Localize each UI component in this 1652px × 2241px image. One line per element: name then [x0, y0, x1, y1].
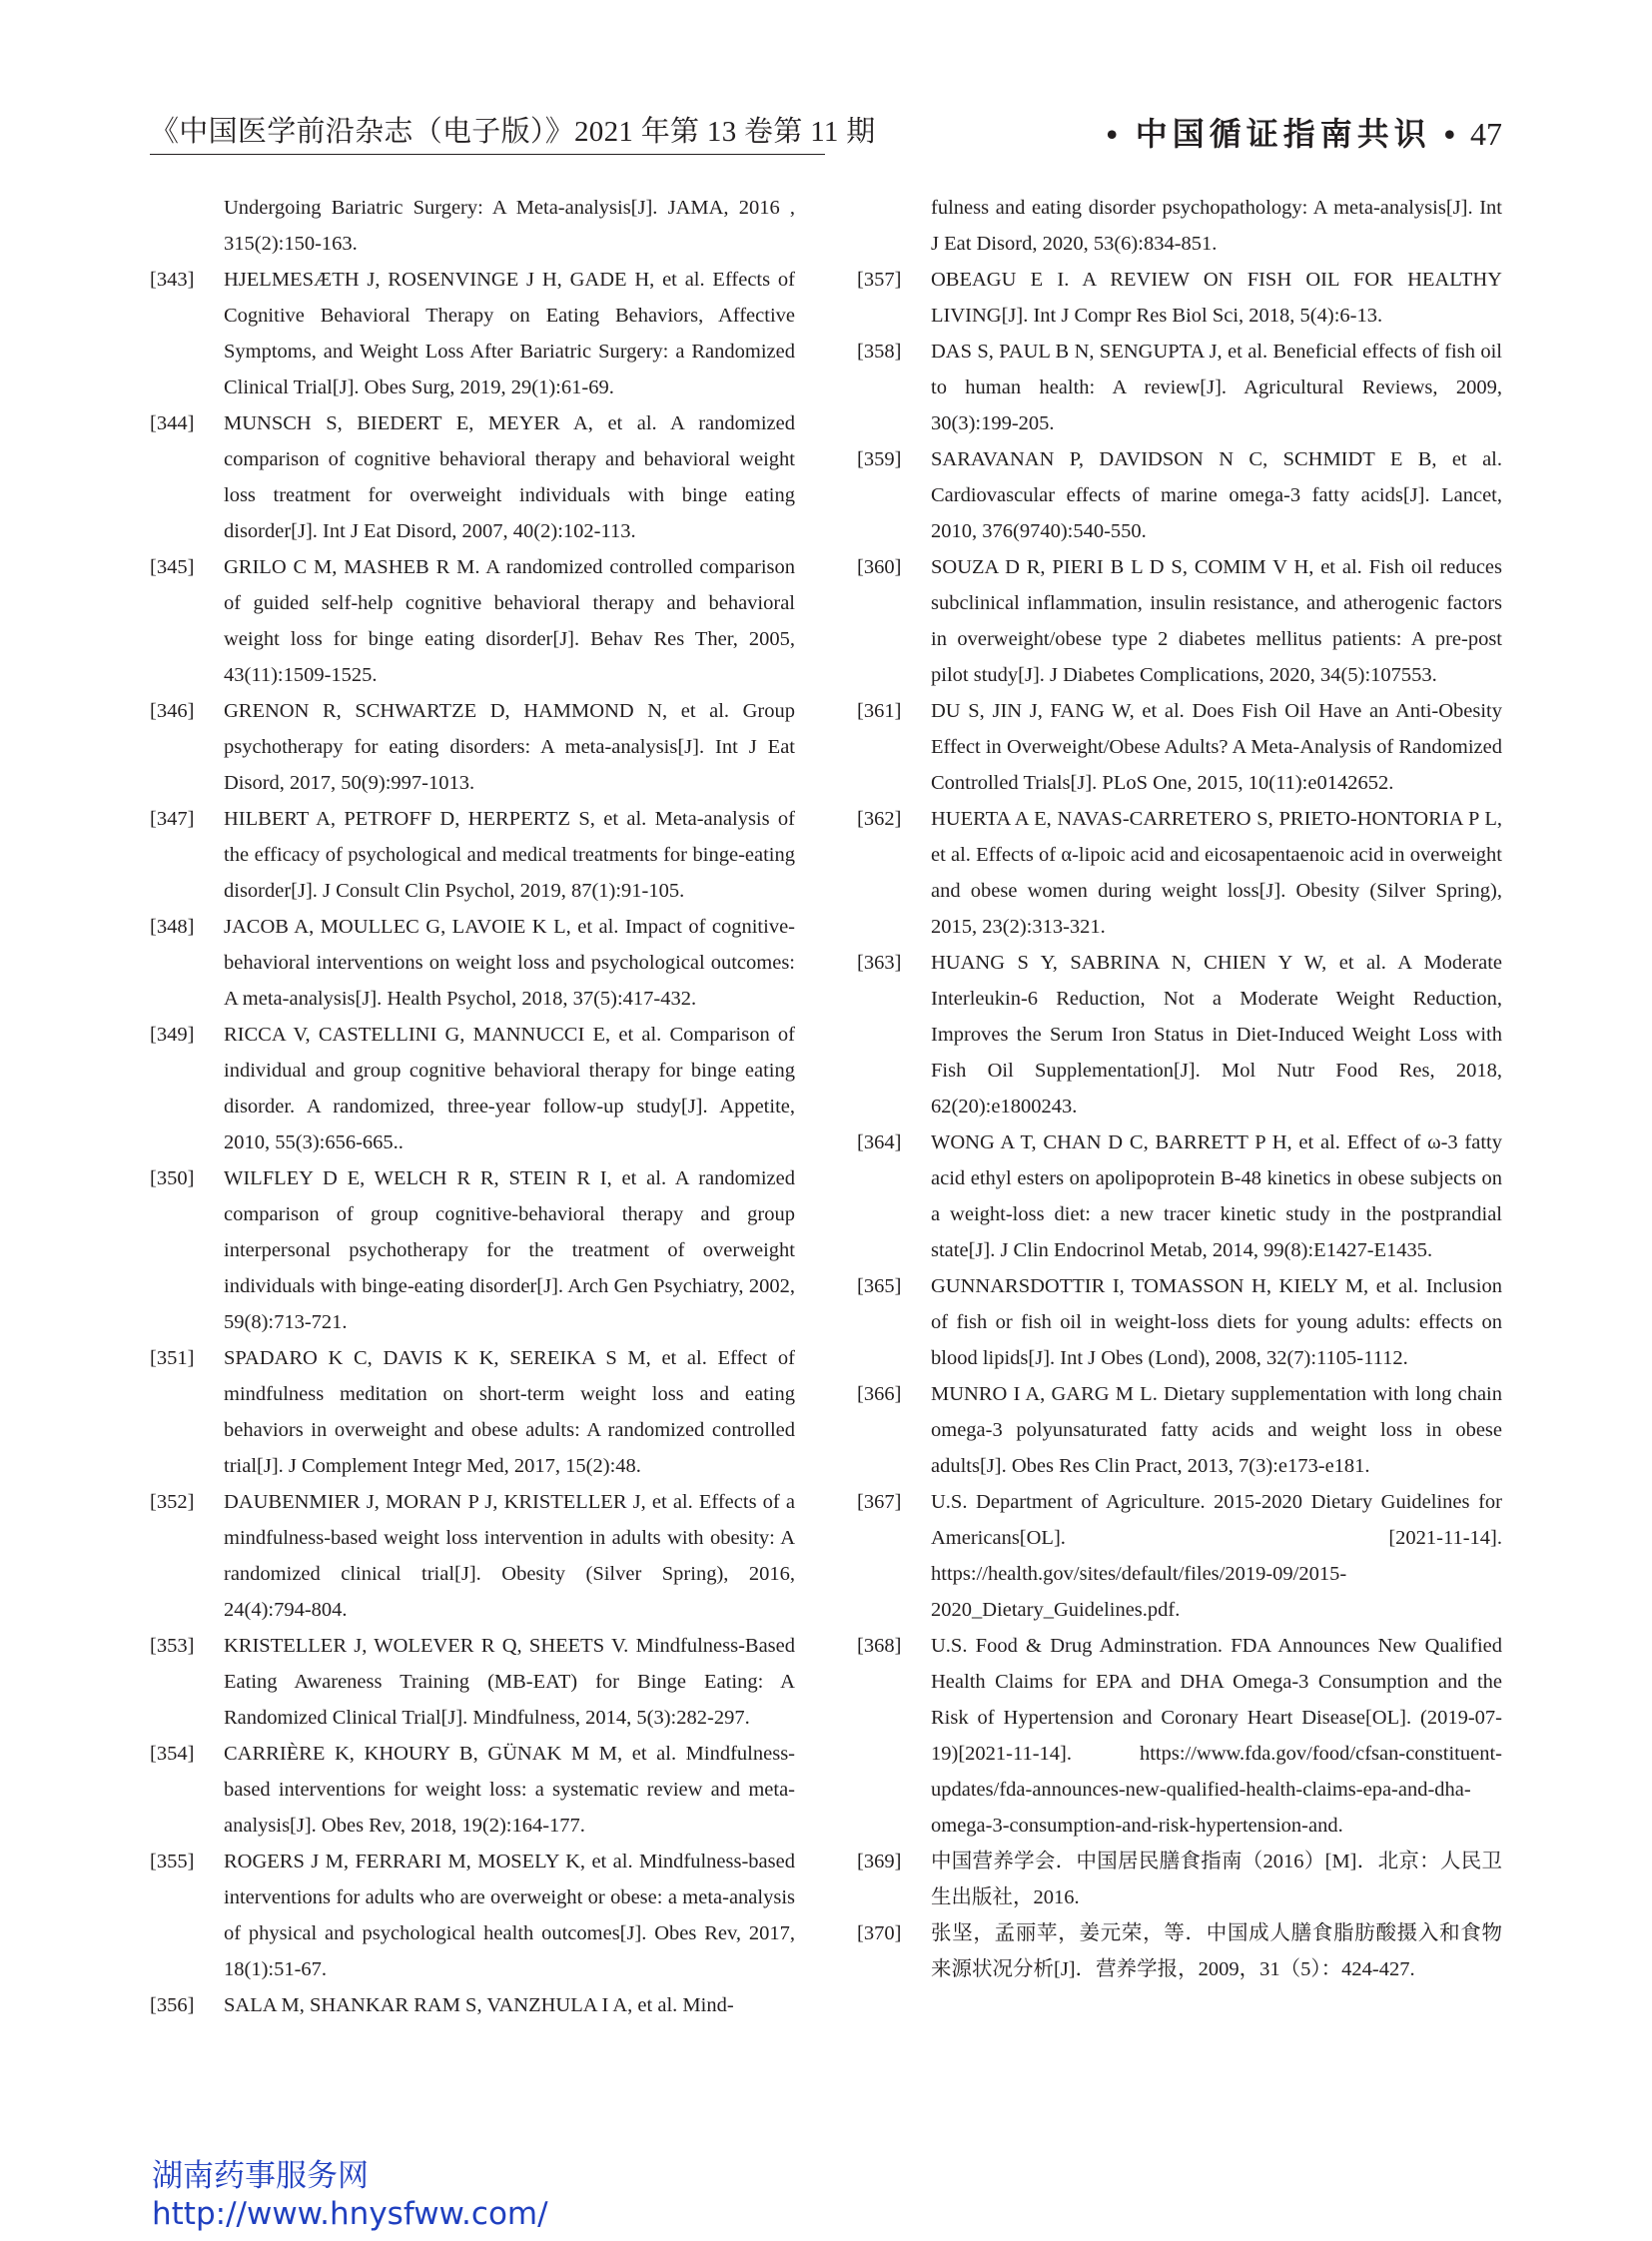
reference-item — [857, 1124, 1502, 1268]
reference-text: CARRIÈRE K, KHOURY B, GÜNAK M M, et al. Mindfulness-based interventions for weight loss: a systematic review and meta-analysis[J]. Obes Rev, 2018, 19(2):164-177. — [224, 1743, 795, 1837]
reference-item — [150, 1160, 795, 1340]
reference-item — [150, 1736, 795, 1844]
reference-text: DAUBENMIER J, MORAN P J, KRISTELLER J, et al. Effects of a mindfulness-based weight loss intervention in adults with obesity: A randomized clinical trial[J]. Obesity (Silver Spring), 2016, 24(4):794-804. — [224, 1491, 795, 1621]
reference-number: [362] — [857, 808, 902, 830]
reference-text: GUNNARSDOTTIR I, TOMASSON H, KIELY M, et al. Inclusion of fish or fish oil in weight-loss diets for young adults: effects on blood lipids[J]. Int J Obes (Lond), 2008, 32(7):1105-1112. — [931, 1275, 1502, 1369]
reference-number: [353] — [150, 1635, 195, 1657]
reference-number: [349] — [150, 1024, 195, 1046]
reference-number: [365] — [857, 1275, 902, 1297]
reference-item — [857, 262, 1502, 334]
reference-item — [857, 693, 1502, 801]
reference-item — [857, 1915, 1502, 1987]
reference-item — [150, 1340, 795, 1484]
reference-list — [857, 262, 1502, 1987]
reference-text: JACOB A, MOULLEC G, LAVOIE K L, et al. Impact of cognitive-behavioral interventions on weight loss and psychological outcomes: A meta-analysis[J]. Health Psychol, 2018, 37(5):417-432. — [224, 916, 795, 1010]
reference-number: [355] — [150, 1851, 195, 1872]
reference-text: KRISTELLER J, WOLEVER R Q, SHEETS V. Mindfulness-Based Eating Awareness Training (MB-EAT) for Binge Eating: A Randomized Clinical Trial[J]. Mindfulness, 2014, 5(3):282-297. — [224, 1635, 795, 1729]
reference-item — [857, 441, 1502, 549]
watermark-url[interactable]: http://www.hnysfww.com/ — [152, 2196, 548, 2232]
reference-item — [857, 1268, 1502, 1376]
reference-text: OBEAGU E I. A REVIEW ON FISH OIL FOR HEALTHY LIVING[J]. Int J Compr Res Biol Sci, 2018, 5(4):6-13. — [931, 269, 1502, 327]
reference-number: [351] — [150, 1347, 195, 1369]
reference-number: [354] — [150, 1743, 195, 1765]
reference-number: [366] — [857, 1383, 902, 1405]
reference-text: SALA M, SHANKAR RAM S, VANZHULA I A, et al. Mind- — [224, 1994, 734, 2016]
reference-number: [358] — [857, 341, 902, 363]
left-column — [150, 190, 795, 2023]
reference-text: HILBERT A, PETROFF D, HERPERTZ S, et al. Meta-analysis of the efficacy of psychological and medical treatments for binge-eating disorder[J]. J Consult Clin Psychol, 2019, 87(1):91-105. — [224, 808, 795, 902]
reference-number: [364] — [857, 1131, 902, 1153]
reference-continuation: fulness and eating disorder psychopathology: A meta-analysis[J]. Int J Eat Disord, 2020, 53(6):834-851. — [931, 197, 1502, 255]
reference-number: [368] — [857, 1635, 902, 1657]
reference-item — [150, 1628, 795, 1736]
page-number: 47 — [1470, 116, 1502, 152]
reference-text: U.S. Department of Agriculture. 2015-2020 Dietary Guidelines for Americans[OL]. [2021-11-14]. https://health.gov/sites/default/files/2019-09/2015-2020_Dietary_Guidelines.pdf. — [931, 1491, 1502, 1621]
reference-continuation: Undergoing Bariatric Surgery: A Meta-analysis[J]. JAMA, 2016 , 315(2):150-163. — [224, 197, 795, 255]
reference-number: [352] — [150, 1491, 195, 1513]
reference-item — [857, 549, 1502, 693]
reference-item — [150, 262, 795, 405]
reference-item — [150, 909, 795, 1017]
reference-number: [363] — [857, 952, 902, 974]
reference-item — [857, 1484, 1502, 1628]
reference-text: HUANG S Y, SABRINA N, CHIEN Y W, et al. A Moderate Interleukin-6 Reduction, Not a Moderate Weight Reduction, Improves the Serum Iron Status in Diet-Induced Weight Loss with Fish Oil Supplementation[J]. Mol Nutr Food Res, 2018, 62(20):e1800243. — [931, 952, 1502, 1118]
reference-number: [347] — [150, 808, 195, 830]
section-title: • 中国循证指南共识 • — [1106, 116, 1460, 152]
reference-number: [350] — [150, 1167, 195, 1189]
reference-item — [150, 801, 795, 909]
reference-text: WILFLEY D E, WELCH R R, STEIN R I, et al. A randomized comparison of group cognitive-behavioral therapy and group interpersonal psychotherapy for the treatment of overweight individuals with binge-eating disorder[J]. Arch Gen Psychiatry, 2002, 59(8):713-721. — [224, 1167, 795, 1333]
reference-item — [150, 1987, 795, 2023]
reference-text: HJELMESÆTH J, ROSENVINGE J H, GADE H, et al. Effects of Cognitive Behavioral Therapy on Eating Behaviors, Affective Symptoms, and Weight Loss After Bariatric Surgery: a Randomized Clinical Trial[J]. Obes Surg, 2019, 29(1):61-69. — [224, 269, 795, 398]
reference-number: [367] — [857, 1491, 902, 1513]
reference-number: [343] — [150, 269, 195, 291]
reference-text: U.S. Food & Drug Adminstration. FDA Announces New Qualified Health Claims for EPA and DHA Omega-3 Consumption and the Risk of Hypertension and Coronary Heart Disease[OL]. (2019-07-19)[2021-11-14]. https://www.fda.gov/food/cfsan-constituent-updates/fda-announces-new-qualified-health-claims-epa-and-dha-omega-3-consumption-and-risk-hypertension-and. — [931, 1635, 1502, 1837]
reference-number: [356] — [150, 1994, 195, 2016]
reference-number: [360] — [857, 556, 902, 578]
reference-text: RICCA V, CASTELLINI G, MANNUCCI E, et al. Comparison of individual and group cognitive behavioral therapy for binge eating disorder. A randomized, three-year follow-up study[J]. Appetite, 2010, 55(3):656-665.. — [224, 1024, 795, 1153]
reference-text: MUNRO I A, GARG M L. Dietary supplementation with long chain omega-3 polyunsaturated fatty acids and weight loss in obese adults[J]. Obes Res Clin Pract, 2013, 7(3):e173-e181. — [931, 1383, 1502, 1477]
reference-number: [370] — [857, 1922, 902, 1944]
reference-item — [150, 1017, 795, 1160]
reference-item — [857, 1376, 1502, 1484]
reference-list — [150, 262, 795, 2023]
reference-number: [357] — [857, 269, 902, 291]
reference-number: [348] — [150, 916, 195, 938]
reference-item — [857, 1844, 1502, 1915]
reference-item — [857, 334, 1502, 441]
reference-item — [150, 549, 795, 693]
reference-item — [150, 1484, 795, 1628]
right-column — [857, 190, 1502, 1987]
reference-number: [346] — [150, 700, 195, 722]
reference-number: [359] — [857, 448, 902, 470]
reference-text: SOUZA D R, PIERI B L D S, COMIM V H, et al. Fish oil reduces subclinical inflammation, insulin resistance, and atherogenic factors in overweight/obese type 2 diabetes mellitus patients: A pre-post pilot study[J]. J Diabetes Complications, 2020, 34(5):107553. — [931, 556, 1502, 686]
reference-text: MUNSCH S, BIEDERT E, MEYER A, et al. A randomized comparison of cognitive behavioral therapy and behavioral weight loss treatment for overweight individuals with binge eating disorder[J]. Int J Eat Disord, 2007, 40(2):102-113. — [224, 412, 795, 542]
reference-text: GRENON R, SCHWARTZE D, HAMMOND N, et al. Group psychotherapy for eating disorders: A meta-analysis[J]. Int J Eat Disord, 2017, 50(9):997-1013. — [224, 700, 795, 794]
watermark-site-name: 湖南药事服务网 — [152, 2158, 369, 2194]
section-header — [1107, 114, 1502, 154]
reference-text: WONG A T, CHAN D C, BARRETT P H, et al. Effect of ω-3 fatty acid ethyl esters on apolipoprotein B-48 kinetics in obese subjects on a weight-loss diet: a new tracer kinetic study in the postprandial state[J]. J Clin Endocrinol Metab, 2014, 99(8):E1427-E1435. — [931, 1131, 1502, 1261]
reference-text: ROGERS J M, FERRARI M, MOSELY K, et al. Mindfulness-based interventions for adults who are overweight or obese: a meta-analysis of physical and psychological health outcomes[J]. Obes Rev, 2017, 18(1):51-67. — [224, 1851, 795, 1980]
reference-item — [857, 1628, 1502, 1844]
reference-number: [345] — [150, 556, 195, 578]
reference-text: DU S, JIN J, FANG W, et al. Does Fish Oil Have an Anti-Obesity Effect in Overweight/Obese Adults? A Meta-Analysis of Randomized Controlled Trials[J]. PLoS One, 2015, 10(11):e0142652. — [931, 700, 1502, 794]
reference-item — [857, 945, 1502, 1124]
reference-number: [344] — [150, 412, 195, 434]
reference-number: [369] — [857, 1851, 902, 1872]
reference-item — [150, 1844, 795, 1987]
reference-text: DAS S, PAUL B N, SENGUPTA J, et al. Beneficial effects of fish oil to human health: A review[J]. Agricultural Reviews, 2009, 30(3):199-205. — [931, 341, 1502, 434]
reference-text: SARAVANAN P, DAVIDSON N C, SCHMIDT E B, et al. Cardiovascular effects of marine omega-3 fatty acids[J]. Lancet, 2010, 376(9740):540-550. — [931, 448, 1502, 542]
reference-text: 中国营养学会．中国居民膳食指南（2016）[M]．北京：人民卫生出版社，2016. — [931, 1851, 1502, 1908]
reference-text: SPADARO K C, DAVIS K K, SEREIKA S M, et al. Effect of mindfulness meditation on short-term weight loss and eating behaviors in overweight and obese adults: A randomized controlled trial[J]. J Complement Integr Med, 2017, 15(2):48. — [224, 1347, 795, 1477]
journal-header: 《中国医学前沿杂志（电子版）》2021 年第 13 卷第 11 期 — [150, 112, 825, 155]
reference-text: 张坚，孟丽苹，姜元荣，等．中国成人膳食脂肪酸摄入和食物来源状况分析[J]．营养学报，2009，31（5）：424-427. — [931, 1922, 1502, 1980]
reference-number: [361] — [857, 700, 902, 722]
watermark — [152, 2157, 548, 2233]
reference-item — [857, 801, 1502, 945]
reference-text: HUERTA A E, NAVAS-CARRETERO S, PRIETO-HONTORIA P L, et al. Effects of α-lipoic acid and eicosapentaenoic acid in overweight and obese women during weight loss[J]. Obesity (Silver Spring), 2015, 23(2):313-321. — [931, 808, 1502, 938]
reference-item — [150, 693, 795, 801]
reference-item — [150, 405, 795, 549]
reference-text: GRILO C M, MASHEB R M. A randomized controlled comparison of guided self-help cognitive behavioral therapy and behavioral weight loss for binge eating disorder[J]. Behav Res Ther, 2005, 43(11):1509-1525. — [224, 556, 795, 686]
